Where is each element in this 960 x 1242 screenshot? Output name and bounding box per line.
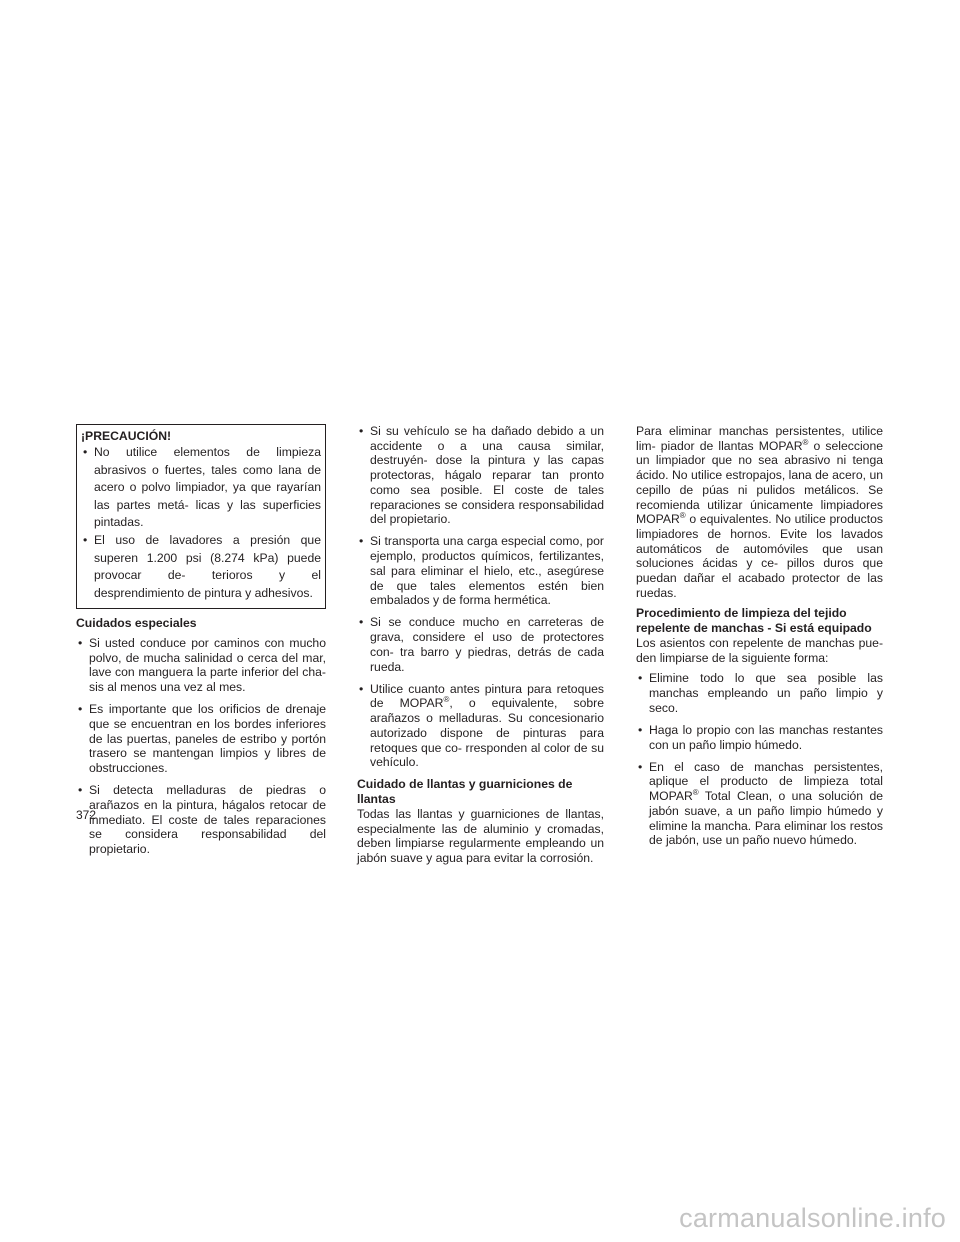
registered-mark: ® <box>443 695 450 705</box>
left-column <box>76 424 326 864</box>
list-item: • Si su vehículo se ha dañado debido a un accidente o a una causa similar, destruyén- dose la pintura y las capas protectoras, hágalo reparar tan pronto como sea posible. El coste de tales reparaciones se considera responsabilidad del propietario. <box>359 424 604 527</box>
bullet-icon: • <box>359 615 364 630</box>
list-item: • Si detecta melladuras de piedras o arañazos en la pintura, hágalos retocar de inmediato. El coste de tales reparaciones se considera responsabilidad del propietario. <box>78 783 326 857</box>
special-care-list-continued <box>357 424 604 770</box>
page-number: 372 <box>76 808 97 822</box>
list-item: • Elimine todo lo que sea posible las manchas empleando un paño limpio y seco. <box>638 671 883 715</box>
bullet-icon: • <box>359 534 364 549</box>
list-item: • Utilice cuanto antes pintura para retoques de MOPAR®, o equivalente, sobre arañazos o melladuras. Su concesionario autorizado dispone de pinturas para retoques que co- rresponden al color de su vehículo. <box>359 681 604 770</box>
special-care-list <box>76 636 326 857</box>
wheels-heading: Cuidado de llantas y guarniciones de llantas <box>357 777 573 807</box>
bullet-icon: • <box>638 759 643 774</box>
wheels-paragraph: Todas las llantas y guarniciones de llantas, especialmente las de aluminio y cromadas, deben limpiarse regularmente empleando un jabón suave y agua para evitar la corrosión. <box>357 806 604 865</box>
list-item: • Si transporta una carga especial como, por ejemplo, productos químicos, fertilizantes, sal para eliminar el hielo, etc., asegúrese de que tales elementos estén bien embalados y de forma hermética. <box>359 534 604 608</box>
caution-box <box>76 424 326 609</box>
middle-column <box>357 424 604 872</box>
caution-item: • El uso de lavadores a presión que superen 1.200 psi (8.274 kPa) puede provocar de- terioros y el desprendimiento de pintura y adhesivos. <box>83 532 321 600</box>
bullet-icon: • <box>638 671 643 686</box>
fabric-heading: Procedimiento de limpieza del tejido repelente de manchas - Si está equipado <box>636 606 872 636</box>
list-item: • Es importante que los orificios de drenaje que se encuentran en los bordes inferiores de las puertas, paneles de estribo y portón trasero se mantengan limpios y libres de obstrucciones. <box>78 702 326 776</box>
bullet-icon: • <box>78 636 83 651</box>
wheels-paragraph-2: Para eliminar manchas persistentes, utilice lim- piador de llantas MOPAR® o seleccione un limpiador que no sea abrasivo ni tenga ácido. No utilice estropajos, lana de acero, un cepillo de púas ni pulidos metálicos. Se recomienda utilizar únicamente limpiadores MOPAR® o equivalentes. No utilice productos limpiadores de hornos. Evite los lavados automáticos de automóviles que usan soluciones ácidas y ce- pillos duros que puedan dañar el acabado protector de las ruedas. <box>636 424 884 600</box>
list-item: • Si se conduce mucho en carreteras de grava, considere el uso de protectores con- tra barro y piedras, detrás de cada rueda. <box>359 615 604 674</box>
bullet-icon: • <box>83 445 88 459</box>
fabric-intro: Los asientos con repelente de manchas pue- den limpiarse de la siguiente forma: <box>636 635 883 665</box>
bullet-icon: • <box>78 702 83 717</box>
caution-title: ¡PRECAUCIÓN! <box>81 429 172 443</box>
fabric-list <box>636 671 883 848</box>
caution-list <box>81 444 321 602</box>
watermark: carmanualsonline.info <box>679 1203 946 1233</box>
registered-mark: ® <box>802 437 809 447</box>
registered-mark: ® <box>679 511 686 521</box>
list-item: • En el caso de manchas persistentes, aplique el producto de limpieza total MOPAR® Total Clean, o una solución de jabón suave, a un paño limpio húmedo y elimine la mancha. Para eliminar los restos de jabón, use un paño nuevo húmedo. <box>638 759 883 848</box>
bullet-icon: • <box>359 424 364 438</box>
caution-item: • No utilice elementos de limpieza abrasivos o fuertes, tales como lana de acero o polvo limpiador, ya que rayarían las partes metá- licas y las superficies pintadas. <box>83 445 321 530</box>
list-item: • Haga lo propio con las manchas restantes con un paño limpio húmedo. <box>638 722 883 752</box>
bullet-icon: • <box>83 532 88 547</box>
special-care-heading: Cuidados especiales <box>76 616 197 631</box>
bullet-icon: • <box>78 783 83 798</box>
list-item: • Si usted conduce por caminos con mucho polvo, de mucha salinidad o cerca del mar, lave con manguera la parte inferior del cha- sis al menos una vez al mes. <box>78 636 326 695</box>
bullet-icon: • <box>638 722 643 737</box>
bullet-icon: • <box>359 681 364 696</box>
registered-mark: ® <box>692 788 699 798</box>
right-column <box>636 424 883 855</box>
